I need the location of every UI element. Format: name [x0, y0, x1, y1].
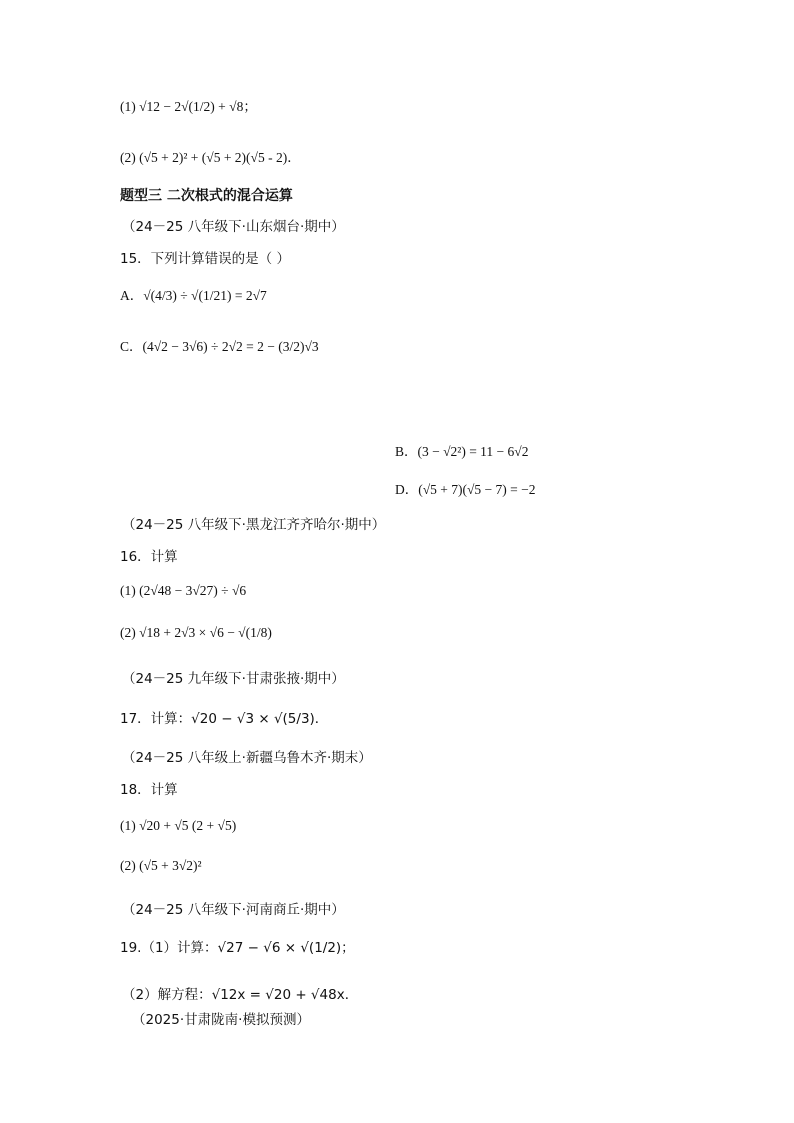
- question-16: 16．计算: [120, 549, 178, 565]
- problem-14-part-2: (2) (√5 + 2)² + (√5 + 2)(√5 - 2)．: [120, 150, 301, 165]
- option-d: D．(√5 + 7)(√5 − 7) = −2: [395, 482, 536, 497]
- source-label: （2025·甘肃陇南·模拟预测）: [132, 1012, 310, 1028]
- question-19-part-1: 19.（1）计算：√27 − √6 × √(1/2)；: [120, 940, 355, 956]
- section-title: 题型三 二次根式的混合运算: [120, 188, 293, 204]
- source-label: （24－25 八年级下·河南商丘·期中）: [122, 902, 345, 918]
- question-18-part-1: (1) √20 + √5 (2 + √5): [120, 818, 237, 833]
- option-c: C．(4√2 − 3√6) ÷ 2√2 = 2 − (3/2)√3: [120, 339, 319, 354]
- option-b: B．(3 − √2²) = 11 − 6√2: [395, 444, 529, 459]
- question-19-part-2: （2）解方程：√12x = √20 + √48x．: [122, 987, 359, 1003]
- question-15: 15．下列计算错误的是（ ）: [120, 251, 290, 267]
- question-16-part-2: (2) √18 + 2√3 × √6 − √(1/8): [120, 625, 272, 640]
- option-a: A．√(4/3) ÷ √(1/21) = 2√7: [120, 288, 267, 303]
- source-label: （24－25 八年级上·新疆乌鲁木齐·期末）: [122, 750, 372, 766]
- question-18-part-2: (2) (√5 + 3√2)²: [120, 858, 202, 873]
- source-label: （24－25 八年级下·黑龙江齐齐哈尔·期中）: [122, 517, 386, 533]
- question-18: 18．计算: [120, 782, 178, 798]
- question-16-part-1: (1) (2√48 − 3√27) ÷ √6: [120, 583, 247, 598]
- source-label: （24－25 八年级下·山东烟台·期中）: [122, 219, 345, 235]
- problem-14-part-1: (1) √12 − 2√(1/2) + √8；: [120, 99, 257, 114]
- source-label: （24－25 九年级下·甘肃张掖·期中）: [122, 671, 345, 687]
- question-17: 17．计算：√20 − √3 × √(5/3)．: [120, 711, 329, 727]
